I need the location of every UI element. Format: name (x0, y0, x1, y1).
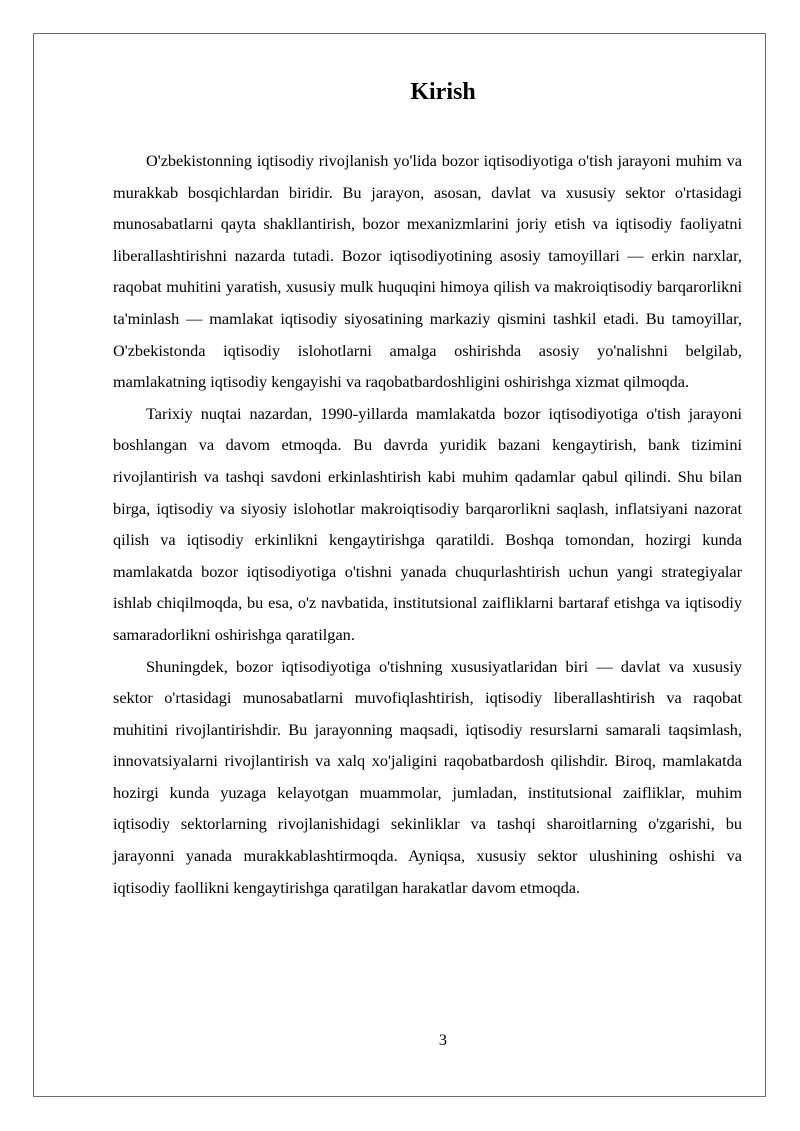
page-title: Kirish (410, 79, 476, 105)
paragraph-2: Tarixiy nuqtai nazardan, 1990-yillarda mamlakatda bozor iqtisodiyotiga o'tish jarayoni boshlangan va davom etmoqda. Bu davrda yuridik bazani kengaytirish, bank tizimini rivojlantirish va tashqi savdoni erkinlashtirish kabi muhim qadamlar qabul qilindi. Shu bilan birga, iqtisodiy va siyosiy islohotlar makroiqtisodiy barqarorlikni saqlash, inflatsiyani nazorat qilish va iqtisodiy erkinlikni kengaytirishga qaratildi. Boshqa tomondan, hozirgi kunda mamlakatda bozor iqtisodiyotiga o'tishni yanada chuqurlashtirish uchun yangi strategiyalar ishlab chiqilmoqda, bu esa, o'z navbatida, institutsional zaifliklarni bartaraf etishga va iqtisodiy samaradorlikni oshirishga qaratilgan. (113, 403, 742, 644)
page-number: 3 (438, 1030, 448, 1049)
paragraph-1: O'zbekistonning iqtisodiy rivojlanish yo'lida bozor iqtisodiyotiga o'tish jarayoni muhim va murakkab bosqichlardan biridir. Bu jarayon, asosan, davlat va xususiy sektor o'rtasidagi munosabatlarni qayta shakllantirish, bozor mexanizmlarini joriy etish va iqtisodiy faoliyatni liberallashtirishni nazarda tutadi. Bozor iqtisodiyotining asosiy tamoyillari — erkin narxlar, raqobat muhitini yaratish, xususiy mulk huquqini himoya qilish va makroiqtisodiy barqarorlikni ta'minlash — mamlakat iqtisodiy siyosatining markaziy qismini tashkil etadi. Bu tamoyillar, O'zbekistonda iqtisodiy islohotlarni amalga oshirishda asosiy yo'nalishni belgilab, mamlakatning iqtisodiy kengayishi va raqobatbardoshligini oshirishga xizmat qilmoqda. (113, 151, 742, 392)
document-body (113, 145, 742, 903)
paragraph-3: Shuningdek, bozor iqtisodiyotiga o'tishning xususiyatlaridan biri — davlat va xususiy sektor o'rtasidagi munosabatlarni muvofiqlashtirish, iqtisodiy liberallashtirish va raqobat muhitini rivojlantirishdir. Bu jarayonning maqsadi, iqtisodiy resurslarni samarali taqsimlash, innovatsiyalarni rivojlantirish va xalq xo'jaligini raqobatbardosh qilishdir. Biroq, mamlakatda hozirgi kunda yuzaga kelayotgan muammolar, jumladan, institutsional zaifliklar, muhim iqtisodiy sektorlarning rivojlanishidagi sekinliklar va tashqi sharoitlarning o'zgarishi, bu jarayonni yanada murakkablashtirmoqda. Ayniqsa, xususiy sektor ulushining oshishi va iqtisodiy faollikni kengaytirishga qaratilgan harakatlar davom etmoqda. (113, 656, 742, 897)
